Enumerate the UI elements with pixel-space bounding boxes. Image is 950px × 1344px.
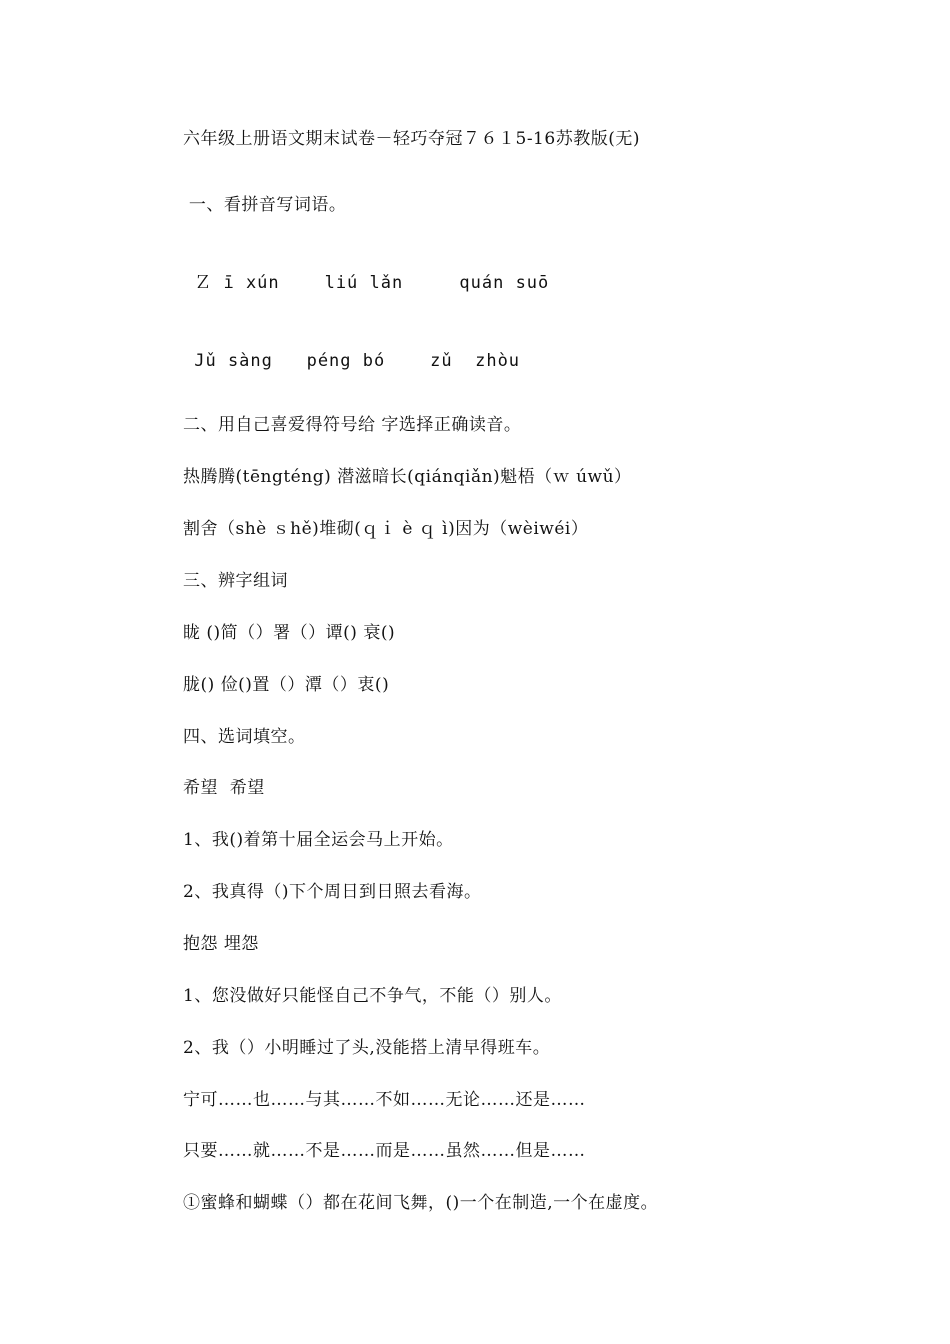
- pinyin-row-1: Ｚ ī xún liú lǎn quán suō: [183, 273, 550, 293]
- conjunction-row-2: 只要……就……不是……而是……虽然……但是……: [183, 1141, 586, 1161]
- conjunction-question-1: ①蜜蜂和蝴蝶（）都在花间飞舞，()一个在制造,一个在虚度。: [183, 1193, 659, 1213]
- word-group-1: 希望 希望: [183, 778, 265, 798]
- word-group-2-question-2: 2、我（）小明睡过了头,没能搭上清早得班车。: [183, 1038, 551, 1058]
- section-3-line-2: 胧() 俭()置（）潭（）衷(): [183, 675, 390, 695]
- pinyin-row-2: Jǔ sàng péng bó zǔ zhòu: [183, 351, 521, 371]
- word-group-1-question-2: 2、我真得（)下个周日到日照去看海。: [183, 882, 482, 902]
- section-1-heading: 一、看拼音写词语。: [183, 195, 347, 215]
- section-2-heading: 二、用自己喜爱得符号给 字选择正确读音。: [183, 415, 522, 435]
- section-2-line-1: 热腾腾(tēngténg) 潜滋暗长(qiánqiǎn)魁梧（ｗ úwǔ）: [183, 467, 632, 487]
- section-3-heading: 三、辨字组词: [183, 571, 288, 591]
- conjunction-row-1: 宁可……也……与其……不如……无论……还是……: [183, 1090, 586, 1110]
- word-group-1-question-1: 1、我()着第十届全运会马上开始。: [183, 830, 454, 850]
- word-group-2: 抱怨 埋怨: [183, 934, 259, 954]
- word-group-2-question-1: 1、您没做好只能怪自己不争气，不能（）别人。: [183, 986, 562, 1006]
- document-title: 六年级上册语文期末试卷－轻巧夺冠７６１5-16苏教版(无): [183, 129, 640, 149]
- section-3-line-1: 眬 ()简（）署（）谭() 衰(): [183, 623, 396, 643]
- section-2-line-2: 割舍（shè ｓhě)堆砌(ｑｉ è ｑ ì)因为（wèiwéi）: [183, 519, 589, 539]
- section-4-heading: 四、选词填空。: [183, 727, 306, 747]
